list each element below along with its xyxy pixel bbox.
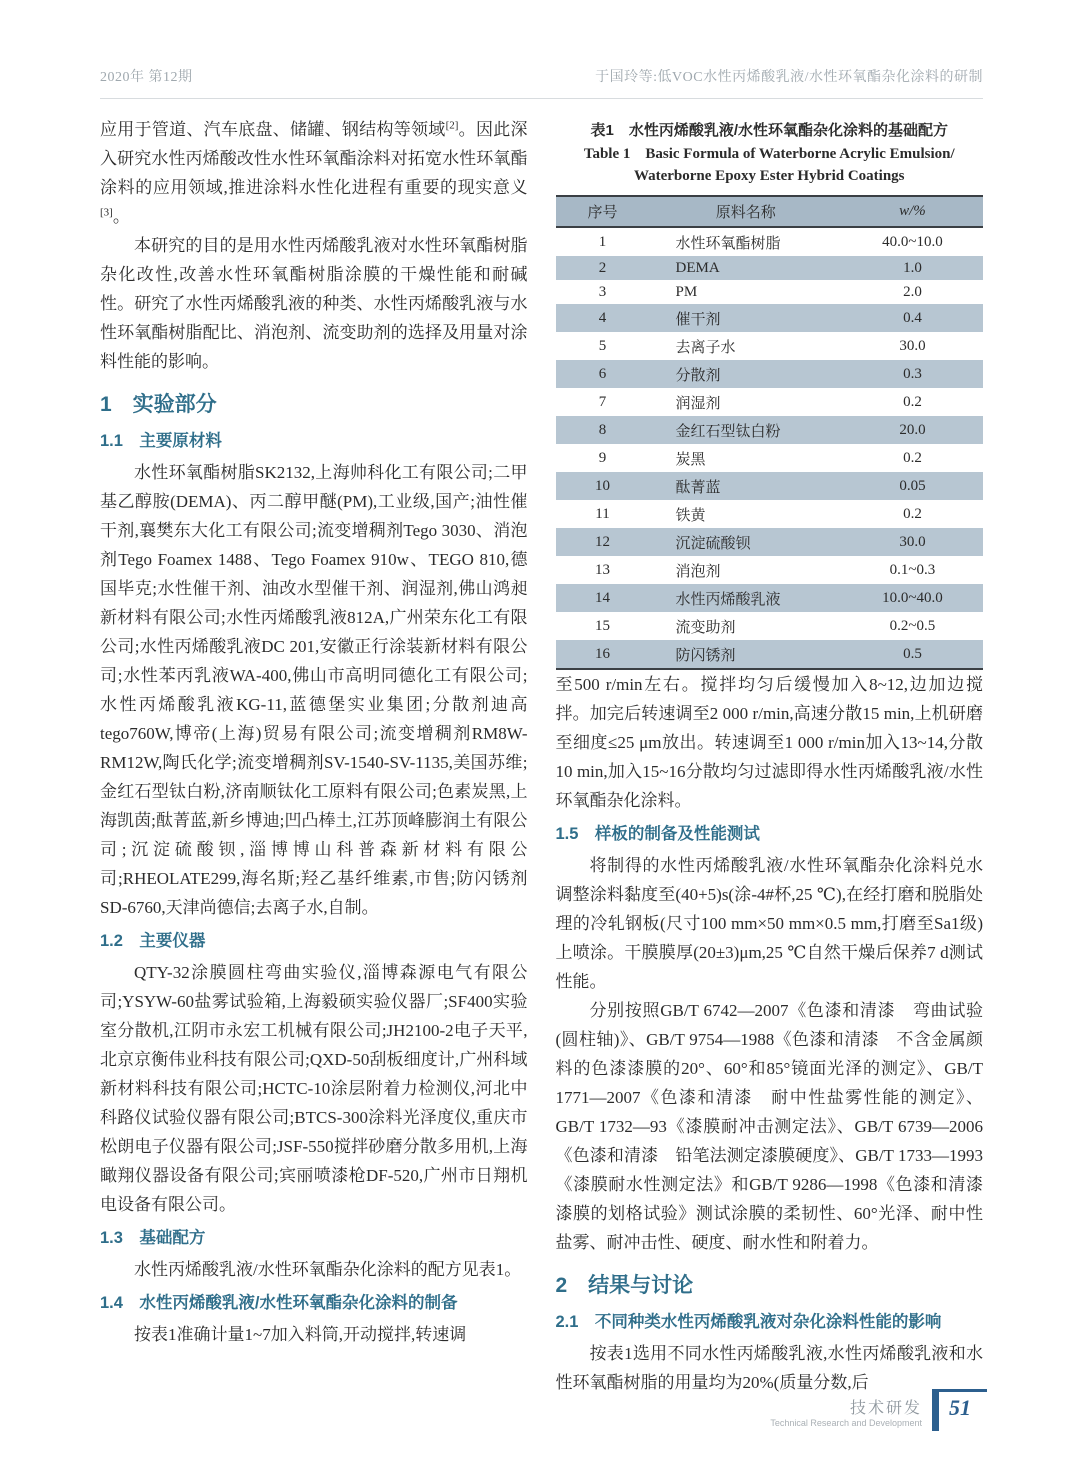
section-1-3-heading: 1.3 基础配方 (100, 1229, 206, 1247)
table-cell: 2.0 (903, 283, 922, 300)
table-row (556, 584, 984, 612)
table-cell: 14 (595, 589, 611, 606)
table-1-caption-zh: 表1 水性丙烯酸乳液/水性环氧酯杂化涂料的基础配方 (590, 122, 948, 139)
table-cell: 0.2 (903, 393, 922, 410)
table-cell: 润湿剂 (675, 395, 721, 412)
intro-p1-text-a: 应用于管道、汽车底盘、储罐、钢结构等领域 (100, 120, 446, 139)
table-cell: PM (675, 283, 698, 300)
table-cell: 沉淀硫酸钡 (675, 535, 751, 552)
table-cell: 12 (595, 533, 611, 550)
issue-info: 2020年 第12期 (100, 70, 193, 85)
intro-p1-text-c: 。 (112, 207, 130, 226)
table-row (556, 280, 984, 304)
intro-paragraph-2: 本研究的目的是用水性丙烯酸乳液对水性环氧酯树脂杂化改性,改善水性环氧酯树脂涂膜的干燥性能和耐碱性。研究了水性丙烯酸乳液的种类、水性丙烯酸乳液与水性环氧酯树脂配比、消泡剂、流变助剂的选择及用量对涂料性能的影响。 (100, 236, 528, 371)
table-cell: 10.0~40.0 (882, 589, 943, 606)
table-cell: 8 (598, 421, 607, 438)
section-1-1-body: 水性环氧酯树脂SK2132,上海帅科化工有限公司;二甲基乙醇胺(DEMA)、丙二醇甲醚(PM),工业级,国产;油性催干剂,襄樊东大化工有限公司;流变增稠剂Tego 3030、消泡剂Tego Foamex 1488、Tego Foamex 910w、TEGO 810,德国毕克;水性催干剂、油改水型催干剂、润湿剂,佛山鸿昶新材料有限公司;水性丙烯酸乳液812A,广州荣东化工有限公司;水性丙烯酸乳液DC 201,安徽正行涂装新材料有限公司;水性苯丙乳液WA-400,佛山市高明同德化工有限公司;水性丙烯酸乳液KG-11,蓝德堡实业集团;分散剂迪高tego760W,博帝(上海)贸易有限公司;流变增稠剂RM8W-RM12W,陶氏化学;流变增稠剂SV-1540-SV-1135,美国苏维;金红石型钛白粉,济南顺钛化工原料有限公司;色素炭黑,上海凯茵;酞菁蓝,新乡博迪;凹凸棒土,江苏顶峰膨润土有限公司;沉淀硫酸钡,淄博博山科普森新材料有限公司;RHEOLATE299,海名斯;羟乙基纤维素,市售;防闪锈剂SD-6760,天津尚德信;去离子水,自制。 (100, 463, 528, 917)
col-header-material: 原料名称 (650, 196, 842, 227)
table-cell: 0.1~0.3 (889, 561, 936, 578)
table-1-body (556, 227, 984, 669)
table-1-caption-en (556, 143, 984, 187)
table-1-header (556, 196, 984, 227)
table-cell: 分散剂 (675, 367, 721, 384)
table-cell: 40.0~10.0 (882, 233, 943, 250)
table-cell: 5 (598, 337, 607, 354)
table-cell: 4 (598, 309, 607, 326)
table-cell: 铁黄 (675, 507, 706, 524)
section-2-1-heading: 2.1 不同种类水性丙烯酸乳液对杂化涂料性能的影响 (555, 1313, 942, 1331)
table-row (556, 388, 984, 416)
table-row (556, 556, 984, 584)
table-cell: 流变助剂 (675, 619, 736, 636)
table-1 (556, 195, 984, 670)
table-cell: 0.3 (903, 365, 922, 382)
table-cell: 消泡剂 (675, 563, 721, 580)
table-cell: DEMA (675, 259, 720, 276)
table-cell: 催干剂 (675, 311, 721, 328)
page-number-box (932, 1389, 987, 1431)
table-cell: 9 (598, 449, 607, 466)
table-row (556, 416, 984, 444)
right-column (555, 115, 1000, 1397)
table-cell: 2 (598, 259, 607, 276)
table-cell: 13 (595, 561, 611, 578)
table-cell: 30.0 (899, 533, 926, 550)
table-cell: 3 (598, 283, 607, 300)
table-1-caption-en-line2: Waterborne Epoxy Ester Hybrid Coatings (633, 168, 905, 184)
section-2-heading: 2 结果与讨论 (555, 1274, 694, 1297)
table-cell: 防闪锈剂 (675, 647, 736, 664)
section-1-5-paragraph-2: 分别按照GB/T 6742—2007《色漆和清漆 弯曲试验(圆柱轴)》、GB/T 9754—1988《色漆和清漆 不含金属颜料的色漆漆膜的20°、60°和85°镜面光泽的测定》、GB/T 1771—2007《色漆和清漆 耐中性盐雾性能的测定》、GB/T 1732—93《漆膜耐冲击测定法》、GB/T 6739—2006《色漆和清漆 铅笔法测定漆膜硬度》、GB/T 1733—1993《漆膜耐水性测定法》和GB/T 9286—1998《色漆和清漆 漆膜的划格试验》测试涂膜的柔韧性、60°光泽、耐中性盐雾、耐冲击性、硬度、耐水性和附着力。 (555, 1001, 1000, 1252)
table-1-caption-en-line1: Table 1 Basic Formula of Waterborne Acrylic Emulsion/ (583, 146, 955, 162)
table-cell: 0.05 (899, 477, 926, 494)
col-header-percent: w/% (842, 196, 983, 227)
section-1-3-body: 水性丙烯酸乳液/水性环氧酯杂化涂料的配方见表1。 (134, 1260, 522, 1279)
table-row (556, 612, 984, 640)
table-row (556, 444, 984, 472)
footer-section-labels (770, 1395, 922, 1431)
table-cell: 0.5 (903, 645, 922, 662)
running-head (100, 66, 983, 99)
table-cell: 金红石型钛白粉 (675, 423, 781, 440)
section-1-4-heading: 1.4 水性丙烯酸乳液/水性环氧酯杂化涂料的制备 (100, 1294, 458, 1312)
table-row (556, 304, 984, 332)
intro-paragraph-1 (100, 115, 528, 231)
table-cell: 酞菁蓝 (675, 479, 721, 496)
table-cell: 30.0 (899, 337, 926, 354)
preparation-continued: 至500 r/min左右。搅拌均匀后缓慢加入8~12,边加边搅拌。加完后转速调至2 000 r/min,高速分散15 min,上机研磨至细度≤25 μm放出。转速调至1 000 r/min加入13~14,分散10 min,加入15~16分散均匀过滤即得水性丙烯酸乳液/水性环氧酯杂化涂料。 (555, 675, 983, 810)
table-row (556, 472, 984, 500)
table-1-caption (556, 119, 984, 187)
table-cell: 11 (595, 505, 610, 522)
page-content (100, 115, 1000, 1397)
table-cell: 16 (595, 645, 611, 662)
table-cell: 6 (598, 365, 607, 382)
col-header-index: 序号 (556, 196, 650, 227)
table-cell: 0.2 (903, 505, 922, 522)
section-2-1-body: 按表1选用不同水性丙烯酸乳液,水性丙烯酸乳液和水性环氧酯树脂的用量均为20%(质量分数,后 (555, 1344, 983, 1392)
section-1-5-paragraph-1: 将制得的水性丙烯酸乳液/水性环氧酯杂化涂料兑水调整涂料黏度至(40+5)s(涂-4#杯,25 ℃),在经打磨和脱脂处理的冷轧钢板(尺寸100 mm×50 mm×0.5 mm,打磨至Sa1级)上喷涂。干膜膜厚(20±3)μm,25 ℃自然干燥后保养7 d测试性能。 (555, 856, 983, 991)
table-row (556, 332, 984, 360)
table-cell: 炭黑 (675, 451, 706, 468)
footer-section-en: Technical Research and Development (770, 1418, 922, 1428)
table-cell: 1 (598, 233, 607, 250)
table-cell: 10 (595, 477, 611, 494)
citation-ref-3: [3] (100, 206, 113, 219)
section-1-1-heading: 1.1 主要原材料 (100, 432, 222, 450)
page-footer (770, 1389, 987, 1431)
table-row (556, 227, 984, 256)
table-cell: 7 (598, 393, 607, 410)
table-row (556, 640, 984, 669)
citation-ref-2: [2] (445, 119, 459, 132)
table-row (556, 256, 984, 280)
section-1-4-body: 按表1准确计量1~7加入料筒,开动搅拌,转速调 (134, 1325, 467, 1344)
table-cell: 15 (595, 617, 611, 634)
intro-p1-text-b: 。因此深入研究水性丙烯酸改性水性环氧酯涂料对拓宽水性环氧酯涂料的应用领域,推进涂料水性化进程有重要的现实意义 (100, 120, 528, 197)
section-1-2-body: QTY-32涂膜圆柱弯曲实验仪,淄博森源电气有限公司;YSYW-60盐雾试验箱,上海毅硕实验仪器厂;SF400实验室分散机,江阴市永宏工机械有限公司;JH2100-2电子天平,北京京衡伟业科技有限公司;QXD-50刮板细度计,广州科域新材料科技有限公司;HCTC-10涂层附着力检测仪,河北中科路仪试验仪器有限公司;BTCS-300涂料光泽度仪,重庆市松朗电子仪器有限公司;JSF-550搅拌砂磨分散多用机,上海瞰翔仪器设备有限公司;宾丽喷漆枪DF-520,广州市日翔机电设备有限公司。 (100, 963, 528, 1214)
table-cell: 水性丙烯酸乳液 (675, 591, 781, 608)
section-1-heading: 1 实验部分 (100, 393, 217, 416)
table-cell: 0.2~0.5 (889, 617, 936, 634)
table-row (556, 528, 984, 556)
table-cell: 去离子水 (675, 339, 736, 356)
section-1-5-heading: 1.5 样板的制备及性能测试 (555, 825, 760, 843)
table-row (556, 360, 984, 388)
left-column (100, 115, 528, 1397)
table-row (556, 500, 984, 528)
section-1-2-heading: 1.2 主要仪器 (100, 932, 206, 950)
running-title: 于国玲等:低VOC水性丙烯酸乳液/水性环氧酯杂化涂料的研制 (595, 70, 983, 85)
page-number: 51 (949, 1395, 971, 1420)
table-cell: 0.2 (903, 449, 922, 466)
table-cell: 水性环氧酯树脂 (675, 235, 781, 252)
footer-section-zh: 技术研发 (849, 1400, 922, 1417)
table-cell: 20.0 (899, 421, 926, 438)
table-cell: 0.4 (903, 309, 922, 326)
table-cell: 1.0 (903, 259, 922, 276)
